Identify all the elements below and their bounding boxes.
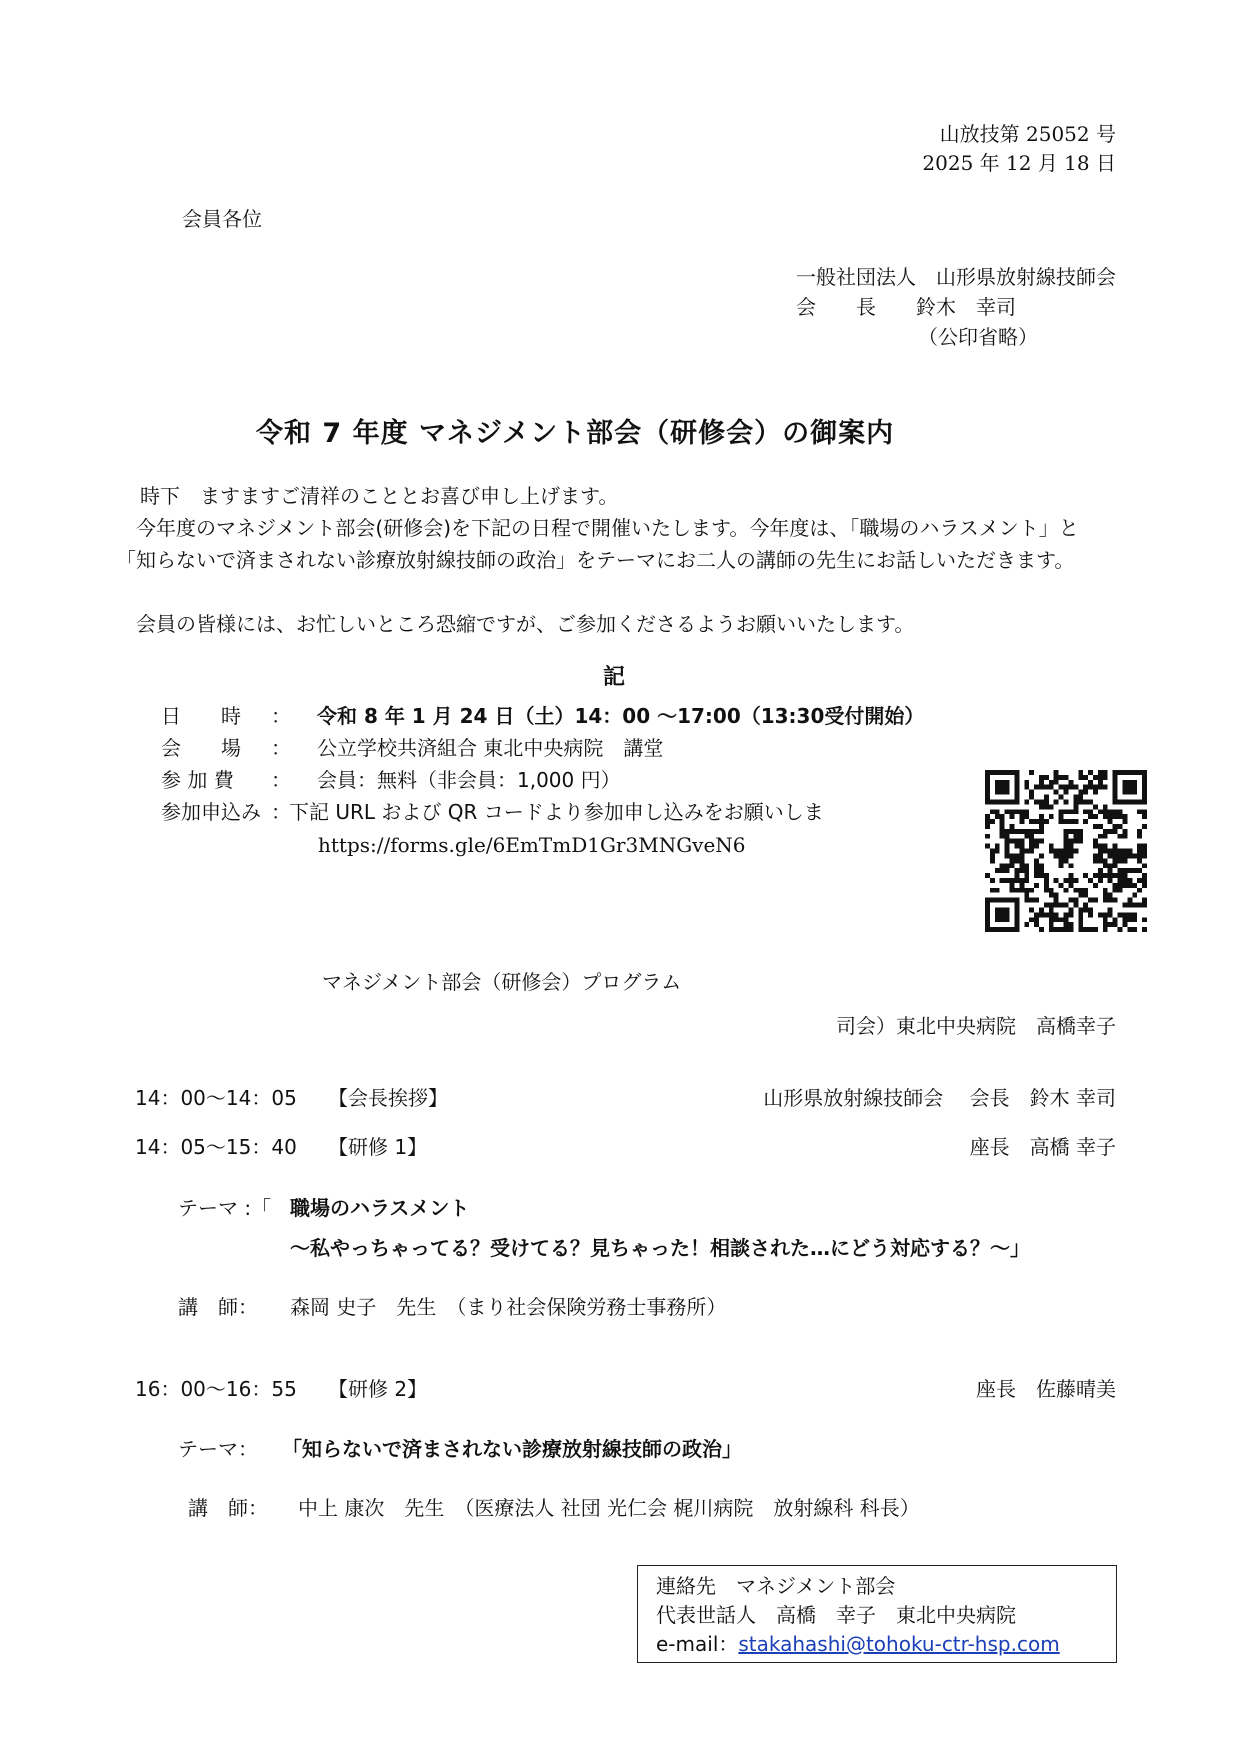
apply-label: 参加申込み	[161, 800, 261, 824]
sender-org: 一般社団法人 山形県放射線技師会	[796, 265, 1116, 289]
email-label: e-mail：	[656, 1632, 739, 1656]
session1-title: 【会長挨拶】	[328, 1086, 448, 1110]
session2-lecturer-label: 講 師：	[178, 1295, 258, 1319]
detail-row-fee	[161, 767, 981, 795]
sender-president: 会 長 鈴木 幸司	[796, 295, 1016, 319]
qr-code[interactable]	[985, 770, 1147, 932]
apply-value: 下記 URL および QR コードより参加申し込みをお願いしま	[289, 800, 824, 824]
date-label: 日 時	[161, 704, 241, 728]
page-title: 令和 7 年度 マネジメント部会（研修会）の御案内	[256, 418, 895, 449]
recipient: 会員各位	[182, 207, 262, 231]
email-link[interactable]: stakahashi@tohoku-ctr-hsp.com	[738, 1632, 1060, 1656]
session2-lecturer: 森岡 史子 先生 （まり社会保険労務士事務所）	[290, 1295, 727, 1319]
venue-label: 会 場	[161, 736, 241, 760]
session2-chair: 座長 高橋 幸子	[969, 1135, 1116, 1159]
document-number: 山放技第 25052 号	[939, 122, 1116, 146]
ki-heading: 記	[603, 665, 626, 690]
mc-line: 司会）東北中央病院 高橋幸子	[836, 1014, 1116, 1038]
session2-time: 14：05～15：40	[135, 1135, 297, 1159]
detail-row-venue	[161, 735, 981, 763]
colon: ：	[271, 704, 291, 728]
colon: ：	[271, 800, 291, 824]
document-date: 2025 年 12 月 18 日	[922, 151, 1116, 175]
program-title: マネジメント部会（研修会）プログラム	[322, 970, 682, 994]
session3-time: 16：00～16：55	[135, 1377, 297, 1401]
session3-lecturer: 中上 康次 先生 （医療法人 社団 光仁会 梶川病院 放射線科 科長）	[298, 1496, 920, 1520]
colon: ：	[271, 768, 291, 792]
session3-theme-label: テーマ：	[178, 1437, 258, 1461]
fee-value: 会員：無料（非会員：1,000 円）	[317, 768, 621, 792]
intro-paragraph: 今年度のマネジメント部会(研修会)を下記の日程で開催いたします。今年度は、「職場のハラスメント」と「知らないで済まされない診療放射線技師の政治」をテーマにお二人の講師の先生にお話しいただきます。	[116, 516, 1079, 572]
fee-label: 参 加 費	[161, 768, 234, 792]
session3-lecturer-label: 講 師：	[188, 1496, 268, 1520]
date-value: 令和 8 年 1 月 24 日（土）14：00 ～17:00（13:30受付開始）	[317, 704, 925, 728]
session1-time: 14：00～14：05	[135, 1086, 297, 1110]
session2-theme-line2: ～私やっちゃってる？受けてる？見ちゃった！相談された…にどう対応する？～」	[290, 1236, 1030, 1260]
session2-title: 【研修 1】	[328, 1135, 428, 1159]
venue-value: 公立学校共済組合 東北中央病院 講堂	[317, 736, 664, 760]
detail-row-date	[161, 703, 981, 731]
colon: ：	[271, 736, 291, 760]
session3-chair: 座長 佐藤晴美	[976, 1377, 1116, 1401]
registration-url[interactable]: https://forms.gle/6EmTmD1Gr3MNGveN6	[318, 833, 746, 857]
contact-email-line	[656, 1630, 1104, 1659]
session2-theme-label: テーマ :「	[178, 1196, 272, 1220]
contact-box	[637, 1565, 1117, 1663]
detail-row-apply	[161, 799, 981, 827]
seal-note: （公印省略）	[918, 325, 1038, 349]
contact-line1: 連絡先 マネジメント部会	[656, 1574, 896, 1598]
session2-theme-line1: 職場のハラスメント	[290, 1196, 470, 1220]
greeting-paragraph: 時下 ますますご清祥のこととお喜び申し上げます。	[140, 484, 619, 508]
session3-theme: 「知らないで済まされない診療放射線技師の政治」	[282, 1437, 742, 1461]
session1-speaker: 山形県放射線技師会 会長 鈴木 幸司	[763, 1086, 1116, 1110]
session3-title: 【研修 2】	[328, 1377, 428, 1401]
contact-line2: 代表世話人 高橋 幸子 東北中央病院	[656, 1603, 1016, 1627]
request-paragraph: 会員の皆様には、お忙しいところ恐縮ですが、ご参加くださるようお願いいたします。	[136, 612, 915, 636]
